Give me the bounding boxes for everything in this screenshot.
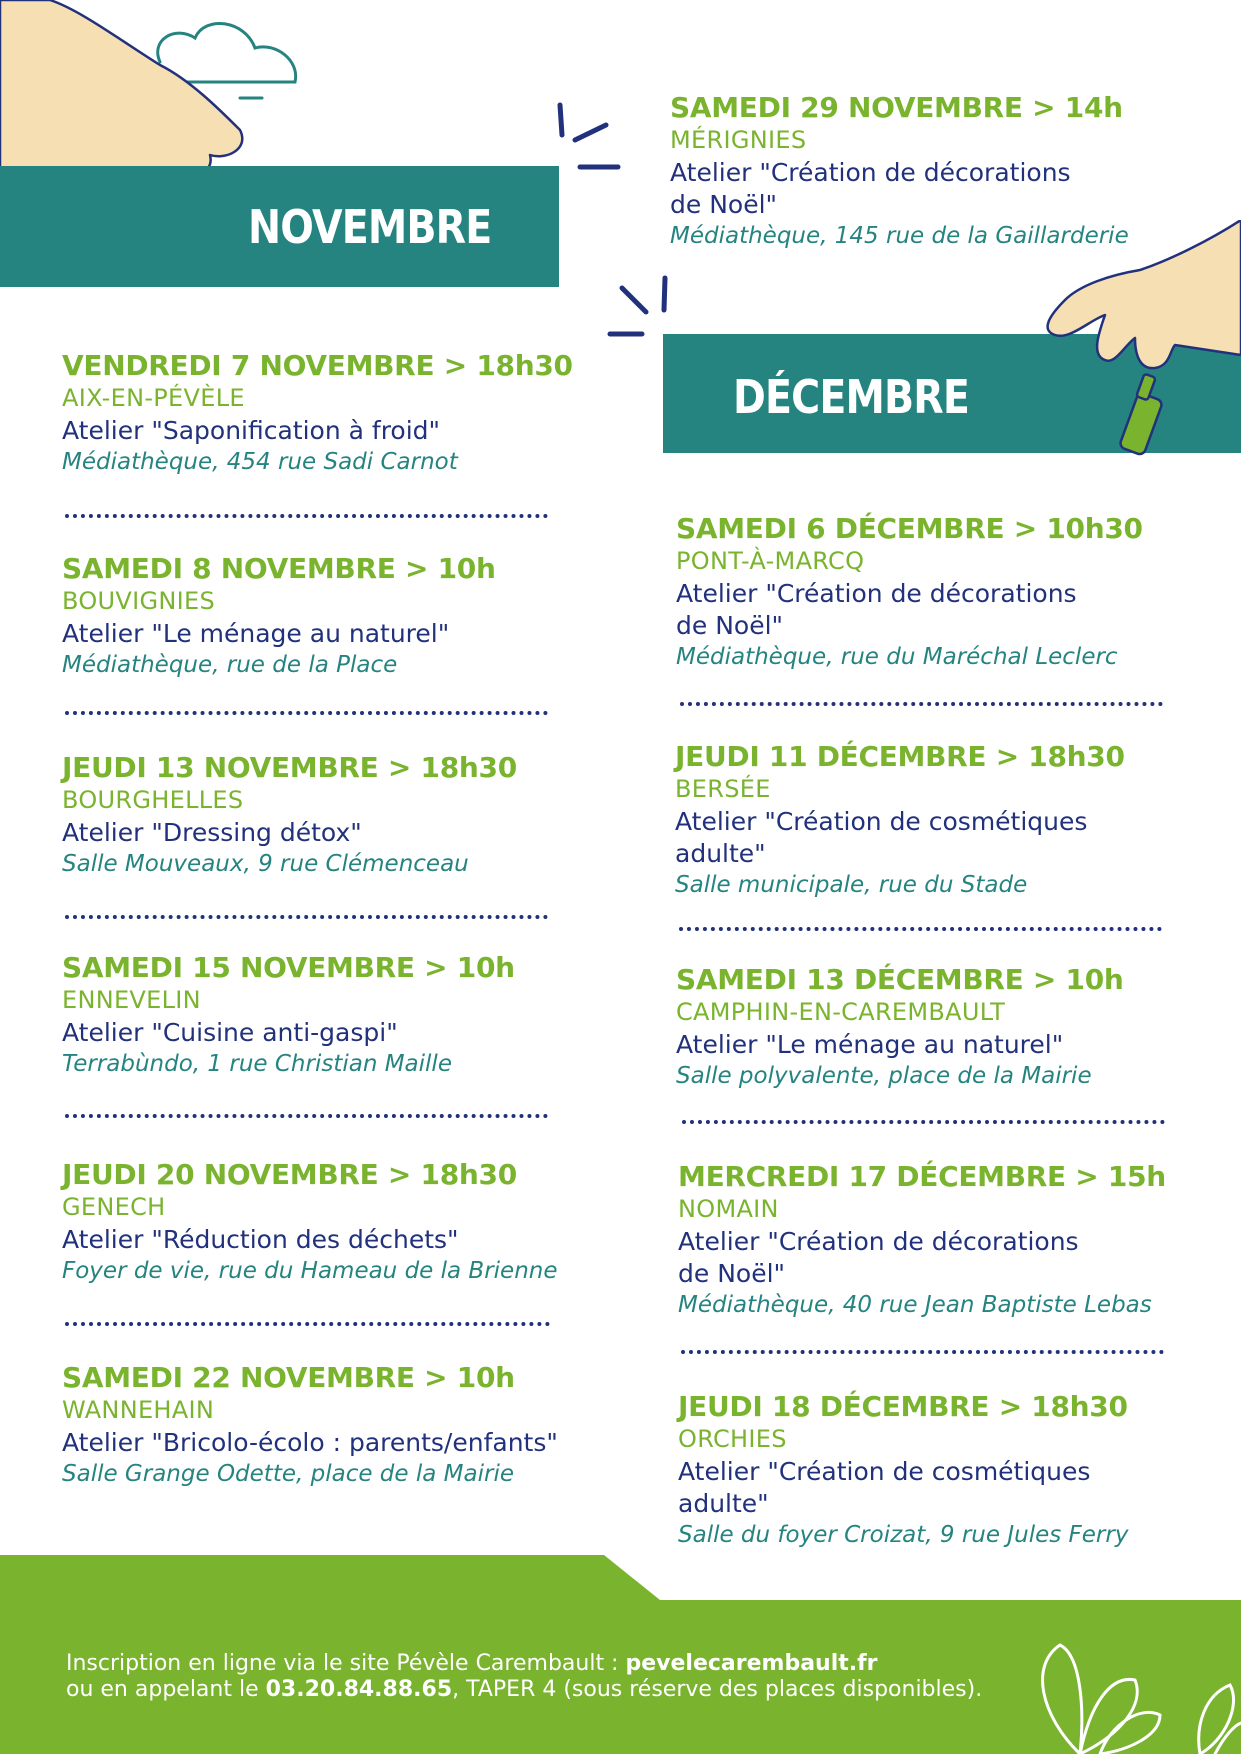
dotted-divider <box>680 702 1163 706</box>
event-title: Atelier "Saponification à froid" <box>62 416 441 445</box>
dotted-divider <box>682 1120 1165 1124</box>
event-title: Atelier "Dressing détox" <box>62 818 362 847</box>
november-banner-title: NOVEMBRE <box>248 200 492 254</box>
event-card-nov-29 <box>670 91 1190 252</box>
event-place: Salle du foyer Croizat, 9 rue Jules Ferry <box>678 1522 1129 1548</box>
event-card-nov-20 <box>62 1158 622 1287</box>
phone-number[interactable]: 03.20.84.88.65 <box>265 1677 453 1702</box>
event-date: JEUDI 11 DÉCEMBRE > 18h30 <box>675 740 1125 773</box>
event-city: AIX-EN-PÉVÈLE <box>62 384 245 412</box>
event-place: Salle polyvalente, place de la Mairie <box>676 1063 1092 1089</box>
dotted-divider <box>679 927 1162 931</box>
event-city: WANNEHAIN <box>62 1396 215 1424</box>
footer-phone-prefix: ou en appelant le <box>66 1677 266 1702</box>
event-date: SAMEDI 15 NOVEMBRE > 10h <box>62 951 515 984</box>
footer-phone-suffix: , TAPER 4 (sous réserve des places disponibles). <box>452 1677 983 1702</box>
event-city: BOURGHELLES <box>62 786 244 814</box>
event-title: Atelier "Cuisine anti-gaspi" <box>62 1018 398 1047</box>
event-city: BOUVIGNIES <box>62 587 216 615</box>
event-date: JEUDI 20 NOVEMBRE > 18h30 <box>62 1158 517 1191</box>
event-date: VENDREDI 7 NOVEMBRE > 18h30 <box>62 349 573 382</box>
event-card-dec-13 <box>676 963 1196 1092</box>
hand-with-bottle-illustration <box>1020 220 1241 490</box>
dotted-divider <box>65 711 548 715</box>
event-date: MERCREDI 17 DÉCEMBRE > 15h <box>678 1160 1166 1193</box>
dotted-divider <box>65 1322 550 1326</box>
event-place: Terrabùndo, 1 rue Christian Maille <box>62 1051 452 1077</box>
dotted-divider <box>681 1350 1164 1354</box>
event-city: GENECH <box>62 1193 166 1221</box>
event-date: SAMEDI 29 NOVEMBRE > 14h <box>670 91 1123 124</box>
dotted-divider <box>65 1114 548 1118</box>
event-title: Atelier "Création de cosmétiques adulte" <box>675 807 1088 868</box>
december-banner-title: DÉCEMBRE <box>733 370 970 424</box>
event-place: Foyer de vie, rue du Hameau de la Brienne <box>62 1258 558 1284</box>
event-city: ORCHIES <box>678 1425 787 1453</box>
event-date: SAMEDI 8 NOVEMBRE > 10h <box>62 552 496 585</box>
bottle-icon <box>1119 374 1163 456</box>
event-place: Salle Grange Odette, place de la Mairie <box>62 1461 514 1487</box>
dotted-divider <box>65 915 548 919</box>
event-title: Atelier "Création de décorations de Noël" <box>670 158 1071 219</box>
event-city: ENNEVELIN <box>62 986 201 1014</box>
event-city: NOMAIN <box>678 1195 779 1223</box>
event-card-nov-15 <box>62 951 622 1080</box>
event-date: SAMEDI 6 DÉCEMBRE > 10h30 <box>676 512 1143 545</box>
footer-line-1 <box>66 1651 982 1677</box>
event-card-nov-7 <box>62 349 622 478</box>
event-place: Médiathèque, rue de la Place <box>62 652 398 678</box>
event-city: PONT-À-MARCQ <box>676 547 865 575</box>
event-title: Atelier "Création de décorations de Noël" <box>678 1227 1079 1288</box>
sparkle-lines-top <box>550 95 625 175</box>
event-date: SAMEDI 22 NOVEMBRE > 10h <box>62 1361 515 1394</box>
event-place: Médiathèque, rue du Maréchal Leclerc <box>676 644 1118 670</box>
event-city: MÉRIGNIES <box>670 126 807 154</box>
event-place: Médiathèque, 40 rue Jean Baptiste Lebas <box>678 1292 1152 1318</box>
event-title: Atelier "Le ménage au naturel" <box>62 619 450 648</box>
event-date: JEUDI 13 NOVEMBRE > 18h30 <box>62 751 517 784</box>
event-card-dec-11 <box>675 740 1195 901</box>
event-date: SAMEDI 13 DÉCEMBRE > 10h <box>676 963 1124 996</box>
dotted-divider <box>65 514 548 518</box>
event-place: Médiathèque, 454 rue Sadi Carnot <box>62 449 458 475</box>
event-card-dec-18 <box>678 1390 1198 1551</box>
event-card-dec-6 <box>676 512 1196 673</box>
event-title: Atelier "Bricolo-écolo : parents/enfants" <box>62 1428 558 1457</box>
footer-line-2 <box>66 1677 982 1703</box>
event-title: Atelier "Réduction des déchets" <box>62 1225 459 1254</box>
event-title: Atelier "Création de cosmétiques adulte" <box>678 1457 1091 1518</box>
event-city: CAMPHIN-EN-CAREMBAULT <box>676 998 1006 1026</box>
event-date: JEUDI 18 DÉCEMBRE > 18h30 <box>678 1390 1128 1423</box>
event-card-nov-13 <box>62 751 622 880</box>
event-card-nov-8 <box>62 552 622 681</box>
event-place: Salle municipale, rue du Stade <box>675 872 1028 898</box>
event-place: Salle Mouveaux, 9 rue Clémenceau <box>62 851 469 877</box>
event-city: BERSÉE <box>675 775 771 803</box>
event-card-dec-17 <box>678 1160 1198 1321</box>
cloud-icon <box>158 23 296 82</box>
sparkle-lines-bottom <box>600 270 675 340</box>
event-title: Atelier "Création de décorations de Noël" <box>676 579 1077 640</box>
november-banner <box>0 166 559 287</box>
event-card-nov-22 <box>62 1361 622 1490</box>
event-title: Atelier "Le ménage au naturel" <box>676 1030 1064 1059</box>
event-place: Médiathèque, 145 rue de la Gaillarderie <box>670 223 1129 249</box>
footer-registration-text: Inscription en ligne via le site Pévèle Carembault : <box>66 1651 626 1676</box>
footer-info <box>66 1651 982 1703</box>
website-link[interactable]: pevelecarembault.fr <box>625 1651 878 1676</box>
